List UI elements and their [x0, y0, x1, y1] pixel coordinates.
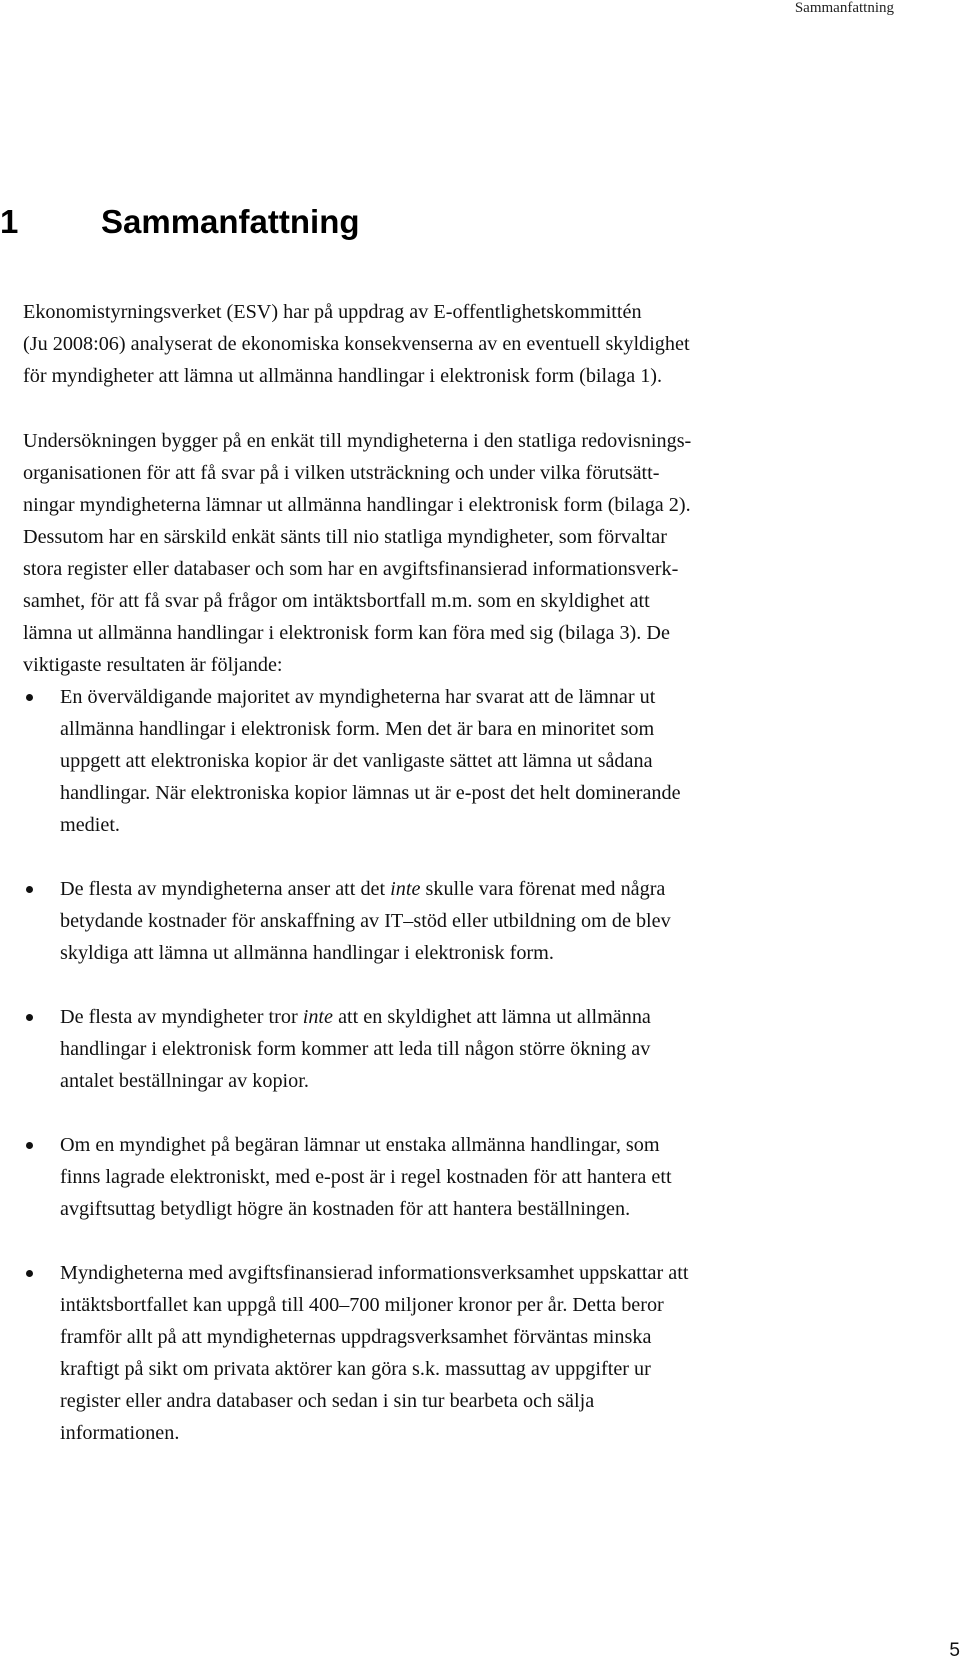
bullet-icon — [26, 694, 33, 701]
chapter-title — [0, 203, 360, 241]
list-item — [0, 1257, 860, 1449]
bullet-emphasis: inte — [302, 1006, 334, 1028]
bullet-text: En överväldigande majoritet av myndigheterna har svarat att de lämnar ut allmänna handlingar i elektronisk form. Men det är bara en minoritet som uppgett att elektroniska kopior är det vanligaste sättet att lämna ut sådana handlingar. När elektroniska kopior lämnas ut är e-post det helt dominerande mediet. — [60, 686, 681, 836]
running-header: Sammanfattning — [794, 0, 894, 16]
list-item — [0, 1129, 860, 1225]
chapter-number: 1 — [0, 203, 19, 240]
bullet-text: De flesta av myndigheterna anser att det — [60, 878, 391, 900]
page-number: 5 — [949, 1640, 960, 1661]
list-item — [0, 873, 860, 969]
bullet-text: Om en myndighet på begäran lämnar ut enstaka allmänna handlingar, som finns lagrade elektroniskt, med e-post är i regel kostnaden för att hantera ett avgiftsuttag betydligt högre än kostnaden för att hantera beställningen. — [60, 1134, 672, 1220]
bullet-text: skulle vara förenat med några betydande kostnader för anskaffning av IT–stöd eller utbildning om de blev skyldiga att lämna ut allmänna handlingar i elektronisk form. — [60, 878, 671, 964]
bullet-emphasis: inte — [390, 878, 421, 900]
list-item — [0, 1001, 860, 1097]
bullet-icon — [26, 1014, 33, 1021]
bullet-icon — [26, 1270, 33, 1277]
intro-paragraph: Ekonomistyrningsverket (ESV) har på uppdrag av E-offentlighetskommittén (Ju 2008:06) analyserat de ekonomiska konsekvenserna av en eventuell skyldighet för myndigheter att lämna ut allmänna handlingar i elektronisk form (bilaga 1). — [23, 301, 690, 387]
bullet-text: Myndigheterna med avgiftsfinansierad informationsverksamhet uppskattar att intäktsbortfallet kan uppgå till 400–700 miljoner kronor per år. Detta beror framför allt på att myndigheternas uppdragsverksamhet förväntas minska kraftigt på sikt om privata aktörer kan göra s.k. massuttag av uppgifter ur register eller andra databaser och sedan i sin tur bearbeta och sälja informationen. — [60, 1262, 689, 1444]
method-paragraph: Undersökningen bygger på en enkät till myndigheterna i den statliga redovisnings- organisationen för att få svar på i vilken utsträckning och under vilka förutsätt- ningar myndigheterna lämnar ut allmänna handlingar i elektronisk form (bilaga 2). Dessutom har en särskild enkät sänts till nio statliga myndigheter, som förvaltar stora register eller databaser och som har en avgiftsfinansierad informationsverk- samhet, för att få svar på frågor om intäktsbortfall m.m. som en skyldighet att lämna ut allmänna handlingar i elektronisk form kan föra med sig (bilaga 3). De viktigaste resultaten är följande: — [23, 430, 692, 676]
list-item — [0, 681, 860, 841]
bullet-text: att en skyldighet att lämna ut allmänna handlingar i elektronisk form kommer att leda till någon större ökning av antalet beställningar av kopior. — [60, 1006, 651, 1092]
results-list — [0, 681, 860, 1481]
bullet-text: De flesta av myndigheter tror — [60, 1006, 303, 1028]
bullet-icon — [26, 886, 33, 893]
bullet-icon — [26, 1142, 33, 1149]
chapter-title-text: Sammanfattning — [101, 203, 360, 240]
